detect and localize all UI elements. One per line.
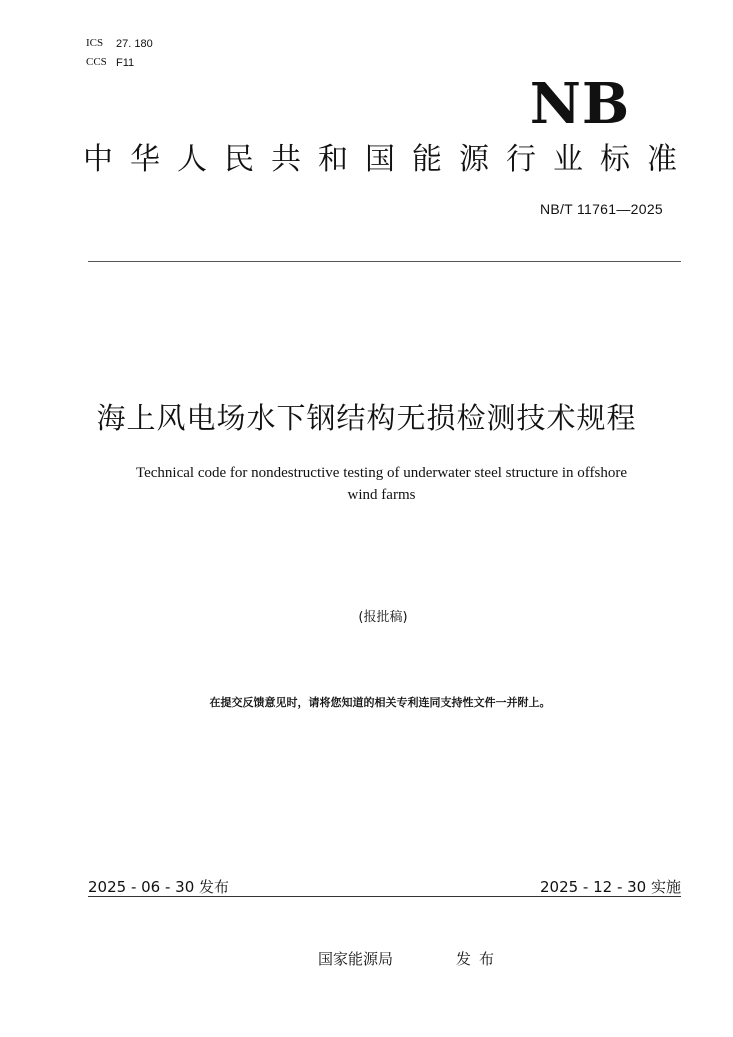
publisher-name: 国家能源局 <box>318 950 394 968</box>
draft-status: (报批稿) <box>358 610 408 625</box>
english-title-line-1: Technical code for nondestructive testing of underwater steel structure in offshore <box>136 465 627 481</box>
nb-logo: NB <box>529 71 631 137</box>
english-title-line-2: wind farms <box>347 487 416 503</box>
ccs-label: CCS <box>86 56 107 68</box>
bottom-divider <box>88 896 681 897</box>
ics-code: 27. 180 <box>116 38 153 50</box>
implement-date: 2025 - 12 - 30 实施 <box>539 878 681 896</box>
publish-label: 发布 <box>456 950 503 968</box>
publish-date: 2025 - 06 - 30 发布 <box>88 878 230 896</box>
standard-number: NB/T 11761—2025 <box>539 201 663 217</box>
top-divider <box>88 261 681 262</box>
industry-standard-title: 中华人民共和国能源行业标准 <box>83 142 694 177</box>
document-title-chinese: 海上风电场水下钢结构无损检测技术规程 <box>96 401 637 435</box>
patent-notice: 在提交反馈意见时，请将您知道的相关专利连同支持性文件一并附上。 <box>209 696 551 709</box>
ccs-code: F11 <box>116 57 135 69</box>
ics-label: ICS <box>86 37 104 49</box>
document-title-english <box>90 462 673 506</box>
